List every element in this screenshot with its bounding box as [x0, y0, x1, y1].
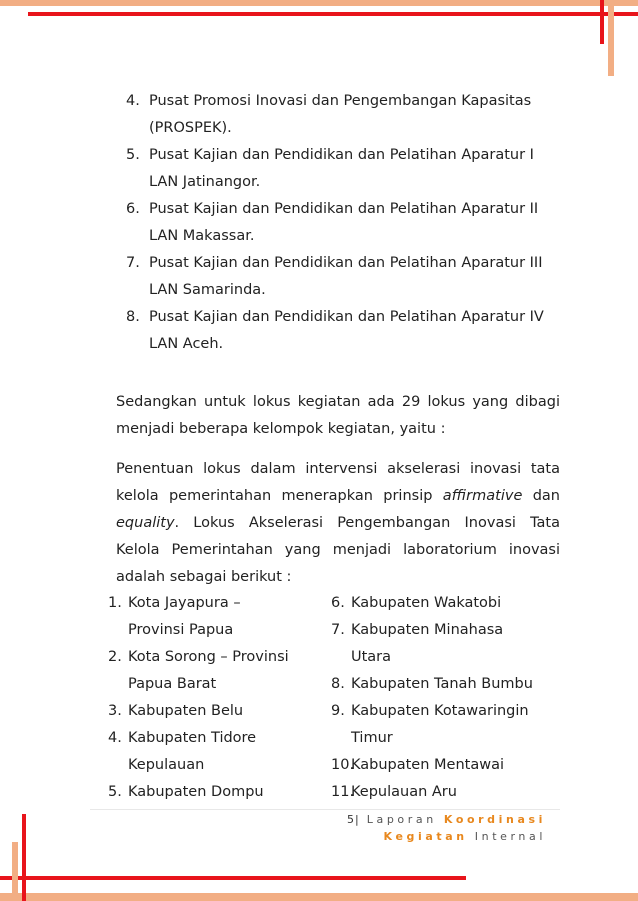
locus-item [108, 752, 318, 779]
locus-name: Timur [351, 730, 393, 746]
locus-number: 4. [108, 730, 122, 746]
locus-name: Provinsi Papua [128, 622, 234, 638]
list-number: 5. [126, 147, 140, 163]
paragraph-part1: Penentuan lokus dalam intervensi akselerasi inovasi tata kelola pemerintahan menerapkan prinsip [116, 461, 560, 504]
top-red-line [28, 12, 638, 16]
locus-item [108, 617, 318, 644]
list-number: 4. [126, 93, 140, 109]
locus-number: 3. [108, 703, 122, 719]
footer-word-laporan: Laporan [366, 813, 437, 826]
locus-name: Kota Jayapura – [128, 595, 241, 611]
locus-item [108, 698, 318, 725]
list-item [116, 250, 560, 304]
locus-name: Kepulauan Aru [351, 784, 457, 800]
locus-item [108, 644, 318, 671]
list-item [116, 304, 560, 358]
locus-name: Kabupaten Tidore [128, 730, 257, 746]
locus-name: Kabupaten Mentawai [351, 757, 504, 773]
footer-word-koordinasi: Koordinasi [443, 813, 546, 826]
locus-name: Kabupaten Kotawaringin [351, 703, 529, 719]
locus-number: 6. [331, 595, 345, 611]
locus-name: Papua Barat [128, 676, 217, 692]
locus-number: 8. [331, 676, 345, 692]
paragraph-penentuan [116, 456, 560, 591]
locus-item [331, 671, 561, 698]
locus-item [108, 671, 318, 698]
locus-item [331, 752, 561, 779]
locus-item [331, 590, 561, 617]
list-line2: (PROSPEK). [149, 120, 232, 136]
list-line1: Pusat Kajian dan Pendidikan dan Pelatihan Aparatur III [149, 255, 543, 271]
bottom-left-red-vertical [22, 814, 26, 901]
list-number: 8. [126, 309, 140, 325]
locus-list-left [108, 590, 318, 806]
bottom-orange-band [0, 893, 638, 901]
locus-item [331, 698, 561, 725]
locus-name: Kepulauan [128, 757, 205, 773]
top-orange-band [0, 0, 638, 6]
locus-item [331, 725, 561, 752]
locus-name: Kabupaten Wakatobi [351, 595, 502, 611]
top-right-red-vertical [600, 0, 604, 44]
locus-name: Utara [351, 649, 392, 665]
footer-separator: | [354, 813, 360, 826]
locus-number: 1. [108, 595, 122, 611]
page-footer [347, 811, 546, 845]
locus-item [331, 644, 561, 671]
locus-number: 9. [331, 703, 345, 719]
list-line1: Pusat Kajian dan Pendidikan dan Pelatihan Aparatur II [149, 201, 539, 217]
locus-number: 2. [108, 649, 122, 665]
list-line1: Pusat Promosi Inovasi dan Pengembangan Kapasitas [149, 93, 532, 109]
locus-item [331, 617, 561, 644]
list-line1: Pusat Kajian dan Pendidikan dan Pelatihan Aparatur I [149, 147, 534, 163]
list-number: 6. [126, 201, 140, 217]
paragraph-part2: dan [522, 488, 561, 504]
locus-number: 7. [331, 622, 345, 638]
bottom-red-line [0, 876, 466, 880]
locus-name: Kabupaten Belu [128, 703, 244, 719]
locus-item [108, 590, 318, 617]
locus-name: Kota Sorong – Provinsi [128, 649, 289, 665]
paragraph-lokus: Sedangkan untuk lokus kegiatan ada 29 lokus yang dibagi menjadi beberapa kelompok kegiatan, yaitu : [116, 394, 560, 437]
list-line1: Pusat Kajian dan Pendidikan dan Pelatihan Aparatur IV [149, 309, 544, 325]
list-number: 7. [126, 255, 140, 271]
footer-rule [90, 809, 560, 810]
locus-list-right [331, 590, 561, 806]
locus-name: Kabupaten Tanah Bumbu [351, 676, 533, 692]
locus-item [108, 725, 318, 752]
emphasis-equality: equality [116, 515, 175, 531]
list-line2: LAN Jatinangor. [149, 174, 261, 190]
list-item [116, 88, 560, 142]
bottom-left-orange-vertical [12, 842, 18, 901]
locus-number: 11. [331, 784, 355, 800]
locus-item [108, 779, 318, 806]
footer-word-kegiatan: Kegiatan [383, 830, 468, 843]
locus-name: Kabupaten Minahasa [351, 622, 504, 638]
locus-item [331, 779, 561, 806]
locus-number: 5. [108, 784, 122, 800]
emphasis-affirmative: affirmative [442, 488, 523, 504]
locus-number: 10. [331, 757, 355, 773]
locus-name: Kabupaten Dompu [128, 784, 264, 800]
footer-word-internal: Internal [474, 830, 546, 843]
list-line2: LAN Aceh. [149, 336, 224, 352]
list-line2: LAN Samarinda. [149, 282, 266, 298]
page-number: 5 [346, 813, 355, 826]
list-line2: LAN Makassar. [149, 228, 255, 244]
paragraph-part3: . Lokus Akselerasi Pengembangan Inovasi Tata Kelola Pemerintahan yang menjadi laboratorium inovasi adalah sebagai berikut : [116, 515, 560, 585]
top-right-orange-vertical [608, 0, 614, 76]
institution-list [116, 88, 560, 358]
list-item [116, 142, 560, 196]
list-item [116, 196, 560, 250]
